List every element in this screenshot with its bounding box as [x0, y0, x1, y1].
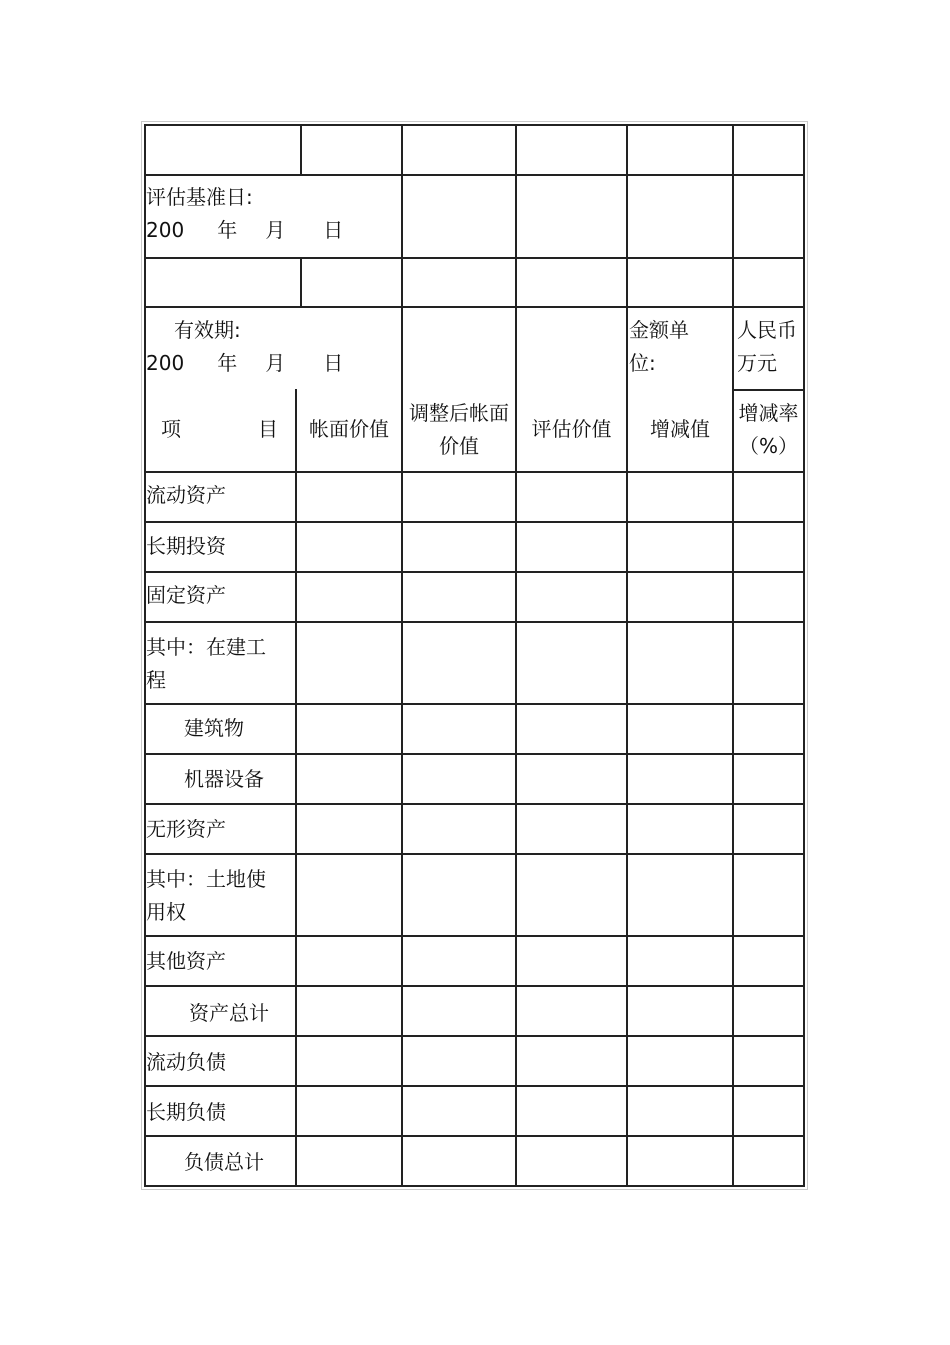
h-line [144, 1185, 805, 1187]
col-header-adjusted-book-value-line2: 价值 [439, 434, 479, 458]
h-line [144, 1035, 805, 1037]
validity-year: 200 [146, 351, 185, 375]
row-label-long-term-liabilities: 长期负债 [146, 1100, 226, 1124]
row-label-other-assets: 其他资产 [146, 949, 226, 973]
row-label-machinery-equipment: 机器设备 [184, 767, 264, 791]
v-line [401, 124, 403, 1187]
row-label-total-assets: 资产总计 [189, 1001, 269, 1025]
amount-unit-value-line2: 万元 [737, 351, 777, 375]
h-line [144, 935, 805, 937]
v-line [515, 124, 517, 1187]
base-date-value [146, 214, 343, 247]
row-label-buildings: 建筑物 [184, 716, 244, 740]
base-date-year: 200 [146, 218, 185, 242]
h-line [144, 174, 805, 176]
col-header-appraised-value: 评估价值 [531, 417, 612, 441]
v-line [803, 124, 805, 1187]
h-line [144, 1085, 805, 1087]
year-char: 年 [217, 351, 238, 375]
col-header-adjusted-book-value-line1: 调整后帐面 [409, 401, 509, 425]
row-label-intangible-assets: 无形资产 [146, 817, 226, 841]
validity-label: 有效期: [174, 318, 241, 342]
month-char: 月 [265, 218, 286, 242]
h-line [144, 703, 805, 705]
h-line [144, 985, 805, 987]
h-line [144, 803, 805, 805]
col-header-change-value: 增减值 [650, 417, 710, 441]
col-header-change-rate-line2: （%） [738, 434, 798, 458]
h-line [144, 521, 805, 523]
col-header-item-2: 目 [258, 417, 278, 441]
base-date-label: 评估基准日: [146, 185, 253, 209]
year-char: 年 [217, 218, 238, 242]
day-char: 日 [323, 218, 344, 242]
h-line [144, 471, 805, 473]
row-label-current-assets: 流动资产 [146, 483, 226, 507]
v-line [295, 389, 297, 1187]
h-line [144, 306, 805, 308]
col-header-book-value: 帐面价值 [309, 417, 389, 441]
row-label-long-term-investments: 长期投资 [146, 534, 226, 558]
v-line [300, 124, 302, 176]
amount-unit-label-line2: 位: [629, 351, 656, 375]
h-line [144, 753, 805, 755]
row-label-land-use-right-line2: 用权 [146, 900, 186, 924]
row-label-current-liabilities: 流动负债 [146, 1050, 226, 1074]
row-label-land-use-right-line1: 其中：土地使 [146, 867, 266, 891]
col-header-item-1: 项 [161, 417, 181, 441]
validity-value [146, 347, 343, 380]
h-line [144, 1135, 805, 1137]
amount-unit-label-line1: 金额单 [629, 318, 689, 342]
v-line [732, 124, 734, 1187]
month-char: 月 [265, 351, 286, 375]
v-line [626, 124, 628, 1187]
amount-unit-value-line1: 人民币 [737, 318, 797, 342]
row-label-total-liabilities: 负债总计 [184, 1150, 264, 1174]
h-line [144, 853, 805, 855]
day-char: 日 [323, 351, 344, 375]
v-line [300, 257, 302, 308]
h-line [144, 571, 805, 573]
h-line [144, 124, 805, 126]
h-line [144, 621, 805, 623]
h-line [144, 257, 805, 259]
col-header-change-rate-line1: 增减率 [738, 401, 799, 425]
h-line [733, 389, 805, 391]
row-label-construction-in-progress-line2: 程 [146, 668, 166, 692]
row-label-construction-in-progress-line1: 其中：在建工 [146, 635, 266, 659]
row-label-fixed-assets: 固定资产 [146, 583, 226, 607]
